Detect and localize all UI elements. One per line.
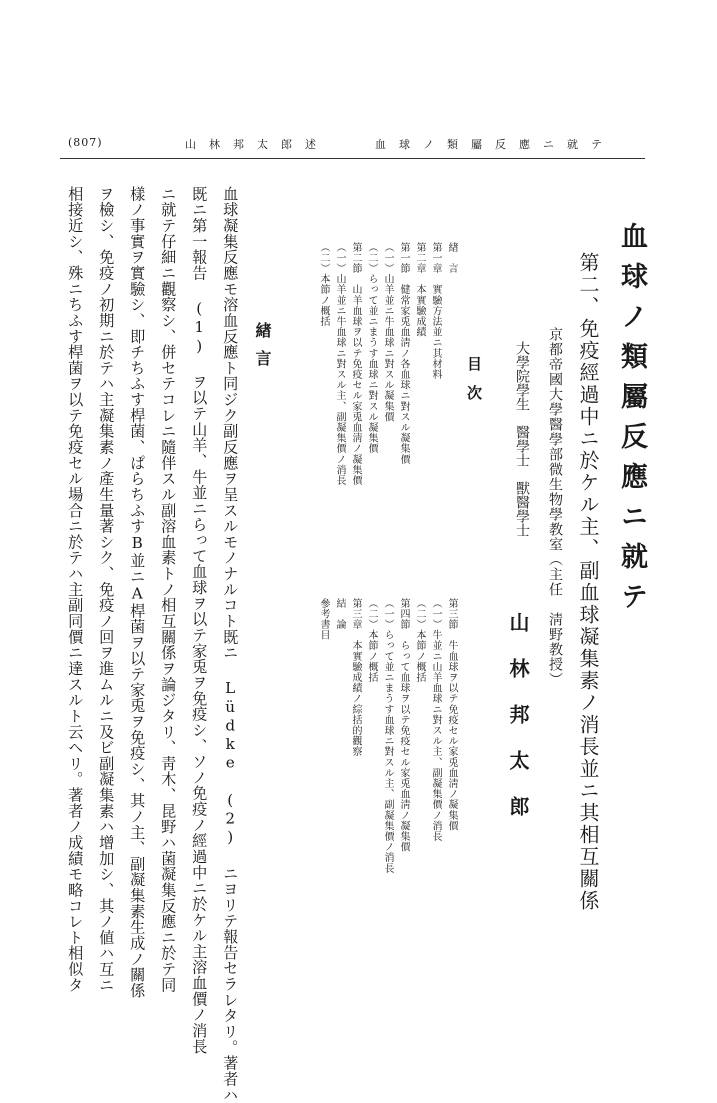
toc-entry: 第三節 牛血球ヲ以テ免疫セル家兎血淸ノ凝集價: [446, 598, 457, 832]
section-heading: 緖言: [253, 322, 272, 378]
body-line: 既ニ第一報告 (1) ヲ以テ山羊、牛並ニらって血球ヲ以テ家兎ヲ免疫シ、ソノ免疫ノ經過中ニ於ケル主溶血價ノ消長: [190, 186, 209, 1055]
running-title: 血 球 ノ 類 屬 反 應 ニ 就 テ: [375, 138, 603, 151]
toc-entry: 參考書目: [318, 598, 329, 641]
toc-entry: 第二章 本實驗成績: [414, 242, 425, 338]
toc-entry: （二）本節ノ概括: [318, 242, 329, 327]
page-number: (807): [68, 136, 103, 149]
article-subtitle: 第二、免疫經過中ニ於ケル主、副血球凝集素ノ消長並ニ其相互關係: [576, 252, 600, 912]
author-position: 大學院學生 醫學士 獸醫學士: [514, 341, 530, 537]
toc-entry: （一）山羊並ニ牛血球ニ對スル凝集價: [382, 242, 393, 423]
header-rule: [60, 158, 645, 159]
author-name: 山林邦太郎: [506, 612, 530, 842]
affiliation: 京都帝國大學醫學部微生物學教室（主任 淸野教授）: [547, 327, 563, 687]
toc-entry: 結 論: [334, 598, 345, 630]
toc-entry: 緖 言: [446, 242, 457, 274]
toc-entry: （二）らって並ニまうす血球ニ對スル凝集價: [366, 242, 377, 454]
body-line: 樣ノ事實ヲ實驗シ、即チちふす桿菌、ぱらちふすB並ニA桿菌ヲ以テ家兎ヲ免疫シ、其ノ主、副凝集素生成ノ關係: [128, 186, 147, 999]
body-line: 血球凝集反應モ溶血反應ト同ジク副反應ヲ呈スルモノナルコト既ニ Lüdke (2) ニヨリテ報告セラレタリ。著者ハ: [221, 186, 240, 1103]
toc-entry: 第一章 實驗方法並ニ其材料: [430, 242, 441, 380]
toc-entry: 第三章 本實驗成績ノ綜括的觀察: [350, 598, 361, 757]
toc-entry: 第四節 らって血球ヲ以テ免疫セル家兎血淸ノ凝集價: [398, 598, 409, 853]
toc-entry: （二）本節ノ概括: [366, 598, 377, 683]
toc-entry: 第二節 山羊血球ヲ以テ免疫セル家兎血淸ノ凝集價: [350, 242, 361, 486]
toc-entry: （二）本節ノ概括: [414, 598, 425, 683]
toc-entry: （一）牛並ニ山羊血球ニ對スル主、副凝集價ノ消長: [430, 598, 441, 842]
toc-entry: （一）山羊並ニ牛血球ニ對スル主、副凝集價ノ消長: [334, 242, 345, 486]
body-line: 相接近シ、殊ニちふす桿菌ヲ以テ免疫セル場合ニ於テハ主副同價ニ達スルト云ヘリ。著者ノ成績モ略コレト相似タ: [66, 186, 85, 993]
toc-entry: 第一節 健常家兎血淸ノ各血球ニ對スル凝集價: [398, 242, 409, 465]
toc-heading: 目次: [465, 356, 483, 414]
toc-entry: （一）らって並ニまうす血球ニ對スル主、副凝集價ノ消長: [382, 598, 393, 874]
running-author: 山 林 邦 太 郎 述: [185, 138, 317, 151]
body-line: ニ就テ仔細ニ觀察シ、併セテコレニ隨伴スル副溶血素トノ相互關係ヲ論ジタリ、靑木、昆野ハ菌凝集反應ニ於テ同: [159, 186, 178, 993]
article-title: 血球ノ類屬反應ニ就テ: [616, 222, 647, 622]
body-line: ヲ檢シ、免疫ノ初期ニ於テハ主凝集素ノ產生量著シク、免疫ノ回ヲ進ムルニ及ビ副凝集素ハ增加シ、其ノ値ハ互ニ: [97, 186, 116, 993]
